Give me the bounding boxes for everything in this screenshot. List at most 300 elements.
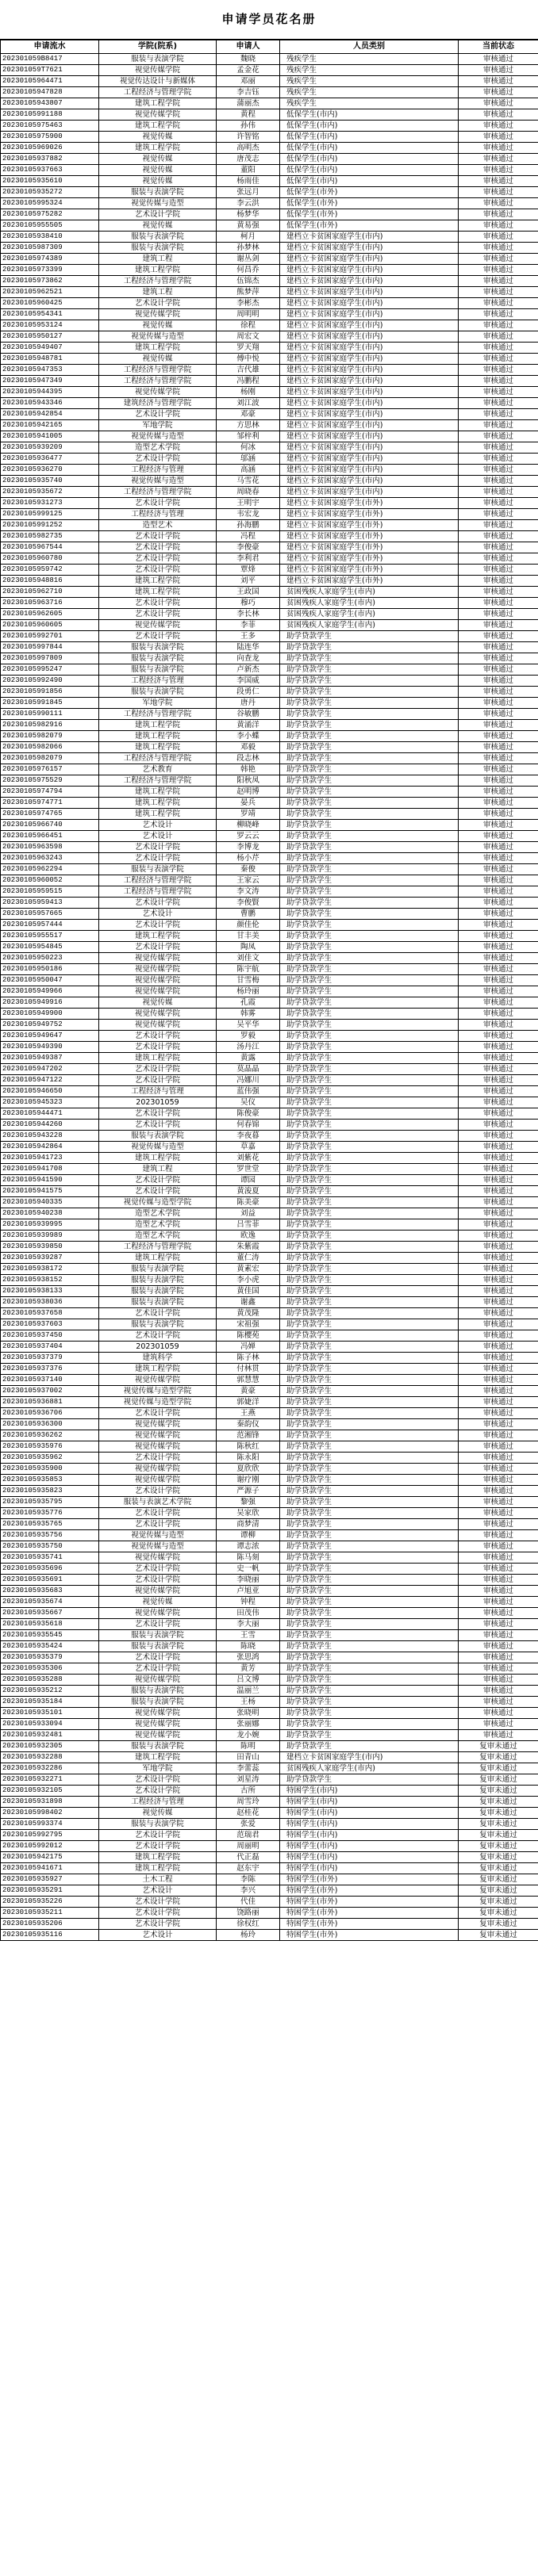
cell-category: 助学贷款学生	[280, 831, 459, 842]
cell-serial: 20230105944395	[1, 387, 99, 398]
cell-status: 审核通过	[459, 1097, 538, 1108]
table-row	[1, 1097, 538, 1108]
table-row	[1, 1153, 538, 1164]
cell-category: 特困学生(市内)	[280, 1786, 459, 1797]
cell-college: 服装与表演学院	[99, 1319, 217, 1330]
cell-college: 艺术设计学院	[99, 1064, 217, 1075]
header-status: 当前状态	[459, 40, 538, 54]
cell-applicant: 孙梦林	[217, 243, 280, 254]
cell-category: 建档立卡贫困家庭学生(市内)	[280, 476, 459, 487]
cell-status: 审核通过	[459, 842, 538, 853]
cell-applicant: 马雪花	[217, 476, 280, 487]
table-row	[1, 1219, 538, 1231]
cell-serial: 20230105987309	[1, 243, 99, 254]
cell-category: 助学贷款学生	[280, 1552, 459, 1564]
cell-serial: 20230105966740	[1, 820, 99, 831]
cell-status: 复审未通过	[459, 1786, 538, 1797]
cell-category: 特困学生(市外)	[280, 1930, 459, 1941]
cell-college: 艺术设计学院	[99, 1108, 217, 1120]
cell-status: 审核通过	[459, 853, 538, 864]
cell-category: 特困学生(市外)	[280, 1885, 459, 1897]
table-row	[1, 1786, 538, 1797]
cell-college: 建筑工程学院	[99, 1752, 217, 1763]
cell-category: 助学贷款学生	[280, 1164, 459, 1175]
cell-category: 助学贷款学生	[280, 1386, 459, 1397]
cell-serial: 20230105967544	[1, 542, 99, 553]
cell-category: 特困学生(市内)	[280, 1863, 459, 1874]
cell-college: 艺术设计学院	[99, 209, 217, 220]
cell-status: 审核通过	[459, 232, 538, 243]
cell-applicant: 杨玲	[217, 1930, 280, 1941]
cell-college: 工程经济与管理学院	[99, 376, 217, 387]
cell-college: 造型艺术	[99, 520, 217, 531]
cell-college: 视觉传媒	[99, 154, 217, 165]
cell-serial: 20230105935691	[1, 1575, 99, 1586]
cell-applicant: 郭婕洋	[217, 1397, 280, 1408]
cell-serial: 20230105992701	[1, 631, 99, 642]
cell-status: 审核通过	[459, 254, 538, 265]
cell-college: 视觉传媒与造型学院	[99, 1397, 217, 1408]
cell-applicant: 冯鹏程	[217, 376, 280, 387]
cell-category: 助学贷款学生	[280, 820, 459, 831]
table-row	[1, 1908, 538, 1919]
cell-applicant: 李文涛	[217, 886, 280, 898]
cell-status: 审核通过	[459, 1652, 538, 1663]
cell-category: 助学贷款学生	[280, 742, 459, 753]
cell-serial: 20230105938152	[1, 1275, 99, 1286]
table-row	[1, 420, 538, 431]
cell-serial: 20230105949390	[1, 1042, 99, 1053]
cell-serial: 20230105935306	[1, 1663, 99, 1675]
table-row	[1, 1330, 538, 1342]
cell-category: 助学贷款学生	[280, 1086, 459, 1097]
cell-serial: 20230105937379	[1, 1353, 99, 1364]
cell-applicant: 李国威	[217, 676, 280, 687]
cell-college: 军地学院	[99, 1763, 217, 1774]
cell-college: 艺术设计学院	[99, 1575, 217, 1586]
cell-applicant: 李博龙	[217, 842, 280, 853]
cell-serial: 20230105937002	[1, 1386, 99, 1397]
cell-serial: 20230105938410	[1, 232, 99, 243]
cell-applicant: 李俊豪	[217, 542, 280, 553]
cell-category: 助学贷款学生	[280, 1009, 459, 1020]
cell-college: 视觉传媒学院	[99, 986, 217, 997]
cell-college: 建筑工程学院	[99, 1852, 217, 1863]
cell-college: 艺术设计学院	[99, 1897, 217, 1908]
cell-status: 复审未通过	[459, 1874, 538, 1885]
cell-applicant: 王燕	[217, 1408, 280, 1419]
cell-status: 审核通过	[459, 698, 538, 709]
cell-applicant: 柳晓峰	[217, 820, 280, 831]
table-row	[1, 1519, 538, 1530]
cell-serial: 20230105962521	[1, 287, 99, 298]
cell-category: 助学贷款学生	[280, 1264, 459, 1275]
cell-category: 助学贷款学生	[280, 1064, 459, 1075]
cell-serial: 20230105960425	[1, 298, 99, 309]
cell-status: 审核通过	[459, 1730, 538, 1741]
table-row	[1, 1197, 538, 1208]
cell-serial: 20230105935667	[1, 1608, 99, 1619]
cell-status: 审核通过	[459, 997, 538, 1009]
table-row	[1, 309, 538, 320]
cell-category: 建档立卡贫困家庭学生(市外)	[280, 509, 459, 520]
cell-applicant: 代佳	[217, 1897, 280, 1908]
cell-category: 助学贷款学生	[280, 886, 459, 898]
cell-college: 艺术设计学院	[99, 1308, 217, 1319]
cell-status: 审核通过	[459, 1319, 538, 1330]
cell-status: 审核通过	[459, 1042, 538, 1053]
cell-applicant: 徐权红	[217, 1919, 280, 1930]
table-row	[1, 1430, 538, 1441]
cell-category: 助学贷款学生	[280, 1286, 459, 1297]
table-row	[1, 1042, 538, 1053]
table-row	[1, 1619, 538, 1630]
cell-college: 视觉传媒与造型	[99, 1142, 217, 1153]
cell-status: 审核通过	[459, 487, 538, 498]
table-row	[1, 775, 538, 787]
cell-serial: 20230105937376	[1, 1364, 99, 1375]
cell-college: 建筑工程学院	[99, 143, 217, 154]
cell-serial: 20230105947353	[1, 365, 99, 376]
table-row	[1, 676, 538, 687]
cell-serial: 20230105999125	[1, 509, 99, 520]
cell-college: 服装与表演学院	[99, 1819, 217, 1830]
cell-college: 艺术设计学院	[99, 1453, 217, 1464]
cell-applicant: 谷敏鹏	[217, 709, 280, 720]
table-row	[1, 931, 538, 942]
table-row	[1, 87, 538, 98]
cell-applicant: 张爱	[217, 1819, 280, 1830]
cell-status: 审核通过	[459, 742, 538, 753]
cell-serial: 20230105935696	[1, 1564, 99, 1575]
cell-category: 建档立卡贫困家庭学生(市内)	[280, 465, 459, 476]
cell-applicant: 冯娜川	[217, 1075, 280, 1086]
table-row	[1, 331, 538, 343]
cell-serial: 20230105935962	[1, 1453, 99, 1464]
cell-serial: 20230105949900	[1, 1009, 99, 1020]
cell-applicant: 周明明	[217, 309, 280, 320]
cell-status: 复审未通过	[459, 1752, 538, 1763]
cell-status: 审核通过	[459, 953, 538, 964]
cell-applicant: 刘江波	[217, 398, 280, 409]
table-row	[1, 1253, 538, 1264]
table-row	[1, 1819, 538, 1830]
cell-college: 视觉传媒学院	[99, 1675, 217, 1686]
cell-college: 艺术设计学院	[99, 598, 217, 609]
cell-applicant: 王政国	[217, 587, 280, 598]
cell-serial: 20230105932288	[1, 1752, 99, 1763]
cell-status: 审核通过	[459, 1253, 538, 1264]
table-row	[1, 343, 538, 354]
cell-serial: 20230105997844	[1, 642, 99, 653]
cell-status: 审核通过	[459, 1342, 538, 1353]
cell-category: 低保学生(市内)	[280, 132, 459, 143]
cell-status: 审核通过	[459, 931, 538, 942]
cell-status: 审核通过	[459, 343, 538, 354]
cell-category: 助学贷款学生	[280, 1020, 459, 1031]
cell-applicant: 龙小婉	[217, 1730, 280, 1741]
cell-college: 艺术设计学院	[99, 1564, 217, 1575]
cell-category: 助学贷款学生	[280, 1708, 459, 1719]
cell-applicant: 陈子林	[217, 1353, 280, 1364]
table-row	[1, 720, 538, 731]
cell-applicant: 田青山	[217, 1752, 280, 1763]
cell-college: 艺术设计学院	[99, 631, 217, 642]
cell-category: 助学贷款学生	[280, 1619, 459, 1630]
table-row	[1, 787, 538, 798]
table-row	[1, 442, 538, 454]
cell-serial: 20230105947828	[1, 87, 99, 98]
cell-serial: 20230105935226	[1, 1897, 99, 1908]
cell-serial: 20230105942854	[1, 409, 99, 420]
table-row	[1, 1120, 538, 1131]
cell-applicant: 秦俊	[217, 864, 280, 875]
cell-serial: 20230105932481	[1, 1730, 99, 1741]
cell-category: 助学贷款学生	[280, 1730, 459, 1741]
cell-category: 助学贷款学生	[280, 1608, 459, 1619]
table-row	[1, 1053, 538, 1064]
cell-applicant: 陈明	[217, 1741, 280, 1752]
cell-serial: 20230105936881	[1, 1397, 99, 1408]
cell-college: 建筑工程学院	[99, 1863, 217, 1874]
cell-applicant: 李陈	[217, 1874, 280, 1885]
cell-status: 审核通过	[459, 775, 538, 787]
cell-college: 服装与表演学院	[99, 1641, 217, 1652]
cell-status: 审核通过	[459, 598, 538, 609]
cell-applicant: 周丽明	[217, 1841, 280, 1852]
cell-college: 工程经济与管理学院	[99, 487, 217, 498]
cell-college: 工程经济与管理学院	[99, 365, 217, 376]
cell-status: 审核通过	[459, 1641, 538, 1652]
cell-category: 低保学生(市内)	[280, 109, 459, 121]
cell-category: 助学贷款学生	[280, 1253, 459, 1264]
cell-college: 视觉传媒	[99, 1808, 217, 1819]
cell-serial: 20230105931273	[1, 498, 99, 509]
cell-applicant: 赵东宇	[217, 1863, 280, 1874]
cell-status: 审核通过	[459, 1353, 538, 1364]
cell-status: 审核通过	[459, 531, 538, 542]
cell-serial: 20230105959742	[1, 565, 99, 576]
cell-college: 建筑工程学院	[99, 1253, 217, 1264]
cell-category: 助学贷款学生	[280, 1364, 459, 1375]
cell-category: 助学贷款学生	[280, 1319, 459, 1330]
table-row	[1, 143, 538, 154]
cell-category: 助学贷款学生	[280, 676, 459, 687]
cell-applicant: 周雪玲	[217, 1797, 280, 1808]
cell-category: 助学贷款学生	[280, 975, 459, 986]
cell-category: 残疾学生	[280, 98, 459, 109]
cell-serial: 20230105955505	[1, 220, 99, 232]
cell-college: 艺术设计学院	[99, 609, 217, 620]
table-row	[1, 587, 538, 598]
cell-college: 视觉传媒与造型学院	[99, 1386, 217, 1397]
cell-serial: 20230105960605	[1, 620, 99, 631]
table-row	[1, 65, 538, 76]
cell-serial: 20230105935672	[1, 487, 99, 498]
cell-status: 审核通过	[459, 620, 538, 631]
cell-college: 视觉传媒学院	[99, 1464, 217, 1475]
cell-college: 艺术设计学院	[99, 1075, 217, 1086]
cell-status: 审核通过	[459, 1464, 538, 1475]
cell-applicant: 曹鹏	[217, 909, 280, 920]
cell-serial: 20230105945323	[1, 1097, 99, 1108]
cell-category: 助学贷款学生	[280, 1464, 459, 1475]
cell-college: 建筑工程学院	[99, 931, 217, 942]
cell-college: 服装与表演学院	[99, 653, 217, 664]
cell-category: 助学贷款学生	[280, 853, 459, 864]
cell-applicant: 邬涵	[217, 454, 280, 465]
cell-serial: 20230105975529	[1, 775, 99, 787]
cell-status: 复审未通过	[459, 1908, 538, 1919]
roster-table	[0, 40, 538, 1941]
cell-serial: 20230105939850	[1, 1242, 99, 1253]
table-row	[1, 1009, 538, 1020]
table-row	[1, 1697, 538, 1708]
cell-category: 特困学生(市外)	[280, 1908, 459, 1919]
cell-applicant: 刘佳文	[217, 953, 280, 964]
table-row	[1, 875, 538, 886]
cell-college: 建筑工程学院	[99, 587, 217, 598]
table-row	[1, 154, 538, 165]
cell-college: 建筑工程	[99, 254, 217, 265]
cell-category: 助学贷款学生	[280, 1153, 459, 1164]
cell-serial: 20230105937658	[1, 1308, 99, 1319]
table-row	[1, 487, 538, 498]
cell-category: 贫困残疾人家庭学生(市内)	[280, 1763, 459, 1774]
table-row	[1, 631, 538, 642]
cell-applicant: 吴平华	[217, 1020, 280, 1031]
cell-college: 艺术设计学院	[99, 1908, 217, 1919]
table-row	[1, 1275, 538, 1286]
cell-college: 艺术设计学院	[99, 1330, 217, 1342]
cell-applicant: 孔霞	[217, 997, 280, 1009]
cell-serial: 20230105949407	[1, 343, 99, 354]
cell-college: 服装与表演学院	[99, 1686, 217, 1697]
cell-serial: 20230105992490	[1, 676, 99, 687]
cell-applicant: 罗靖	[217, 809, 280, 820]
cell-applicant: 草嘉	[217, 1142, 280, 1153]
table-row	[1, 298, 538, 309]
cell-college: 艺术教育	[99, 764, 217, 775]
cell-serial: 20230105969026	[1, 143, 99, 154]
table-row	[1, 1675, 538, 1686]
cell-status: 审核通过	[459, 986, 538, 997]
table-row	[1, 431, 538, 442]
cell-serial: 20230105938133	[1, 1286, 99, 1297]
cell-category: 助学贷款学生	[280, 864, 459, 875]
cell-category: 助学贷款学生	[280, 1508, 459, 1519]
cell-college: 建筑工程学院	[99, 731, 217, 742]
table-row	[1, 742, 538, 753]
cell-college: 视觉传媒	[99, 220, 217, 232]
table-row	[1, 1630, 538, 1641]
cell-category: 低保学生(市外)	[280, 220, 459, 232]
cell-applicant: 刘平	[217, 576, 280, 587]
cell-serial: 20230105943228	[1, 1131, 99, 1142]
cell-applicant: 黄浚夏	[217, 1186, 280, 1197]
cell-college: 服装与表演学院	[99, 1131, 217, 1142]
cell-serial: 20230105935823	[1, 1486, 99, 1497]
cell-applicant: 吕文博	[217, 1675, 280, 1686]
cell-applicant: 伍锦杰	[217, 276, 280, 287]
cell-college: 视觉传媒学院	[99, 1719, 217, 1730]
cell-college: 视觉传媒	[99, 132, 217, 143]
cell-category: 助学贷款学生	[280, 898, 459, 909]
table-row	[1, 1852, 538, 1863]
cell-applicant: 陶凤	[217, 942, 280, 953]
cell-serial: 20230105947349	[1, 376, 99, 387]
cell-applicant: 范瑞君	[217, 1830, 280, 1841]
cell-status: 审核通过	[459, 1108, 538, 1120]
header-serial: 申请流水	[1, 40, 99, 54]
cell-college: 视觉传媒	[99, 320, 217, 331]
cell-status: 审核通过	[459, 520, 538, 531]
cell-college: 建筑工程学院	[99, 1053, 217, 1064]
cell-status: 审核通过	[459, 465, 538, 476]
cell-college: 服装与表演学院	[99, 54, 217, 65]
cell-status: 复审未通过	[459, 1863, 538, 1874]
cell-status: 审核通过	[459, 1386, 538, 1397]
cell-category: 助学贷款学生	[280, 1197, 459, 1208]
table-row	[1, 1774, 538, 1786]
cell-college: 建筑工程学院	[99, 265, 217, 276]
cell-serial: 20230105935776	[1, 1508, 99, 1519]
cell-category: 低保学生(市外)	[280, 187, 459, 198]
cell-status: 审核通过	[459, 1441, 538, 1453]
table-row	[1, 953, 538, 964]
cell-category: 建档立卡贫困家庭学生(市外)	[280, 565, 459, 576]
cell-applicant: 陈马刻	[217, 1552, 280, 1564]
cell-college: 工程经济与管理	[99, 1086, 217, 1097]
cell-serial: 20230105982066	[1, 742, 99, 753]
cell-status: 复审未通过	[459, 1841, 538, 1852]
cell-status: 复审未通过	[459, 1741, 538, 1752]
cell-category: 助学贷款学生	[280, 1630, 459, 1641]
cell-college: 工程经济与管理学院	[99, 753, 217, 764]
cell-category: 助学贷款学生	[280, 1042, 459, 1053]
cell-applicant: 刘益	[217, 1208, 280, 1219]
cell-college: 建筑工程学院	[99, 343, 217, 354]
cell-serial: 20230105935927	[1, 1874, 99, 1885]
table-row	[1, 920, 538, 931]
cell-college: 艺术设计学院	[99, 1508, 217, 1519]
cell-serial: 20230105935424	[1, 1641, 99, 1652]
cell-status: 审核通过	[459, 920, 538, 931]
table-row	[1, 1020, 538, 1031]
cell-status: 审核通过	[459, 1364, 538, 1375]
cell-status: 审核通过	[459, 87, 538, 98]
cell-serial: 20230105935116	[1, 1930, 99, 1941]
cell-status: 审核通过	[459, 1064, 538, 1075]
cell-applicant: 吉代雄	[217, 365, 280, 376]
cell-serial: 20230105936270	[1, 465, 99, 476]
cell-category: 助学贷款学生	[280, 1575, 459, 1586]
cell-college: 服装与表演学院	[99, 1630, 217, 1641]
cell-college: 视觉传媒学院	[99, 387, 217, 398]
cell-applicant: 韩艳	[217, 764, 280, 775]
cell-status: 审核通过	[459, 121, 538, 132]
table-row	[1, 1131, 538, 1142]
cell-applicant: 黄素宏	[217, 1264, 280, 1275]
cell-college: 工程经济与管理	[99, 509, 217, 520]
cell-category: 助学贷款学生	[280, 1441, 459, 1453]
cell-college: 202301059	[99, 1342, 217, 1353]
cell-applicant: 宋祖强	[217, 1319, 280, 1330]
cell-category: 建档立卡贫困家庭学生(市内)	[280, 431, 459, 442]
cell-college: 视觉传媒与造型	[99, 476, 217, 487]
table-row	[1, 553, 538, 565]
cell-status: 审核通过	[459, 1131, 538, 1142]
